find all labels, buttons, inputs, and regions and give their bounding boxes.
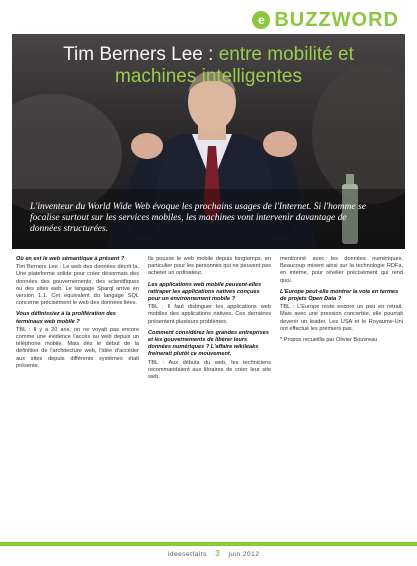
column-3 <box>280 256 403 536</box>
page-footer <box>0 542 417 566</box>
article-body <box>16 256 403 536</box>
footer-rule <box>0 542 417 546</box>
column-2 <box>148 256 271 536</box>
answer: TBL : Aux débuts du web, les techniciens recommandaient aux libraires de créer leur site web. <box>148 359 271 381</box>
hero-photo <box>12 34 405 249</box>
question: L'Europe peut-elle montrer la voie en termes de projets Open Data ? <box>280 288 399 303</box>
answer: mentionné avec les données numériques. Beaucoup misent ainsi sur la technologie RDFa, en interne, pour révéler précisément qui rend quoi. <box>280 256 403 284</box>
page-number: 3 <box>215 549 221 558</box>
footer-text <box>168 549 259 558</box>
question: Comment considérez les grandes entreprises et les gouvernements de libérer leurs données numériques ? L'affaire wikileaks freinerait plutôt ce mouvement. <box>148 329 269 358</box>
brand-name: BUZZWORD <box>274 8 399 31</box>
answer: TBL : Il y a 20 ans, on ne voyait pas encore comme une évidence l'accès au web depuis un téléphone mobile. Mais dès le début de la définition de l'architecture web, l'idée d'accéder aux sites depuis différents systèmes était présente. <box>16 326 139 369</box>
publication-name: ideesetfaits <box>168 551 207 558</box>
column-1 <box>16 256 139 536</box>
article-title <box>22 44 395 88</box>
article-title-main: Tim Berners Lee : <box>63 44 214 65</box>
article-title-accent: entre mobilité et machines intelligentes <box>115 44 354 87</box>
answer: Tim Berners Lee : Le web des données décrit la. Une plateforme solide pour créer désormais des données des gouvernements, des scientifiques ou des sites web. Le langage Sparql arrive en version 1.1. Cet équivalent du langage SQL concerne précisément le web des données liées. <box>16 264 139 307</box>
question: Où en est le web sémantique à présent ? <box>16 256 125 262</box>
answer: TBL : L'Europe reste encore un peu en retrait. Mais avec une pression concertée, elle pourrait devenir un leader. Les USA et le Royaume-Uni ont effectué les premiers pas. <box>280 304 403 332</box>
answer: TBL : Il faut distinguer les applications web mobiles des applications natives. Ces dernières présentent plusieurs problèmes. <box>148 304 271 325</box>
question: Les applications web mobile peuvent-elles rattraper les applications natives conçues pour un environnement mobile ? <box>148 281 262 303</box>
issue-date: juin 2012 <box>228 551 260 558</box>
author-credit: * Propos recueillis par Olivier Bouvreau <box>280 337 378 344</box>
brand-logo <box>252 8 399 32</box>
photo-caption: L'inventeur du World Wide Web évoque les prochains usages de l'Internet. Si l'homme se focalise surtout sur les services mobiles, les machines vont intervenir davantage de données structurées. <box>30 202 366 234</box>
question: Vous définissiez à la prolifération des terminaux web mobile ? <box>16 311 116 325</box>
answer: Ils pousse le web mobile depuis longtemps, en particulier pour les personnes qui ne peuvent pas acheter un ordinateur. <box>148 256 271 277</box>
e-circle-icon: e <box>252 11 270 29</box>
